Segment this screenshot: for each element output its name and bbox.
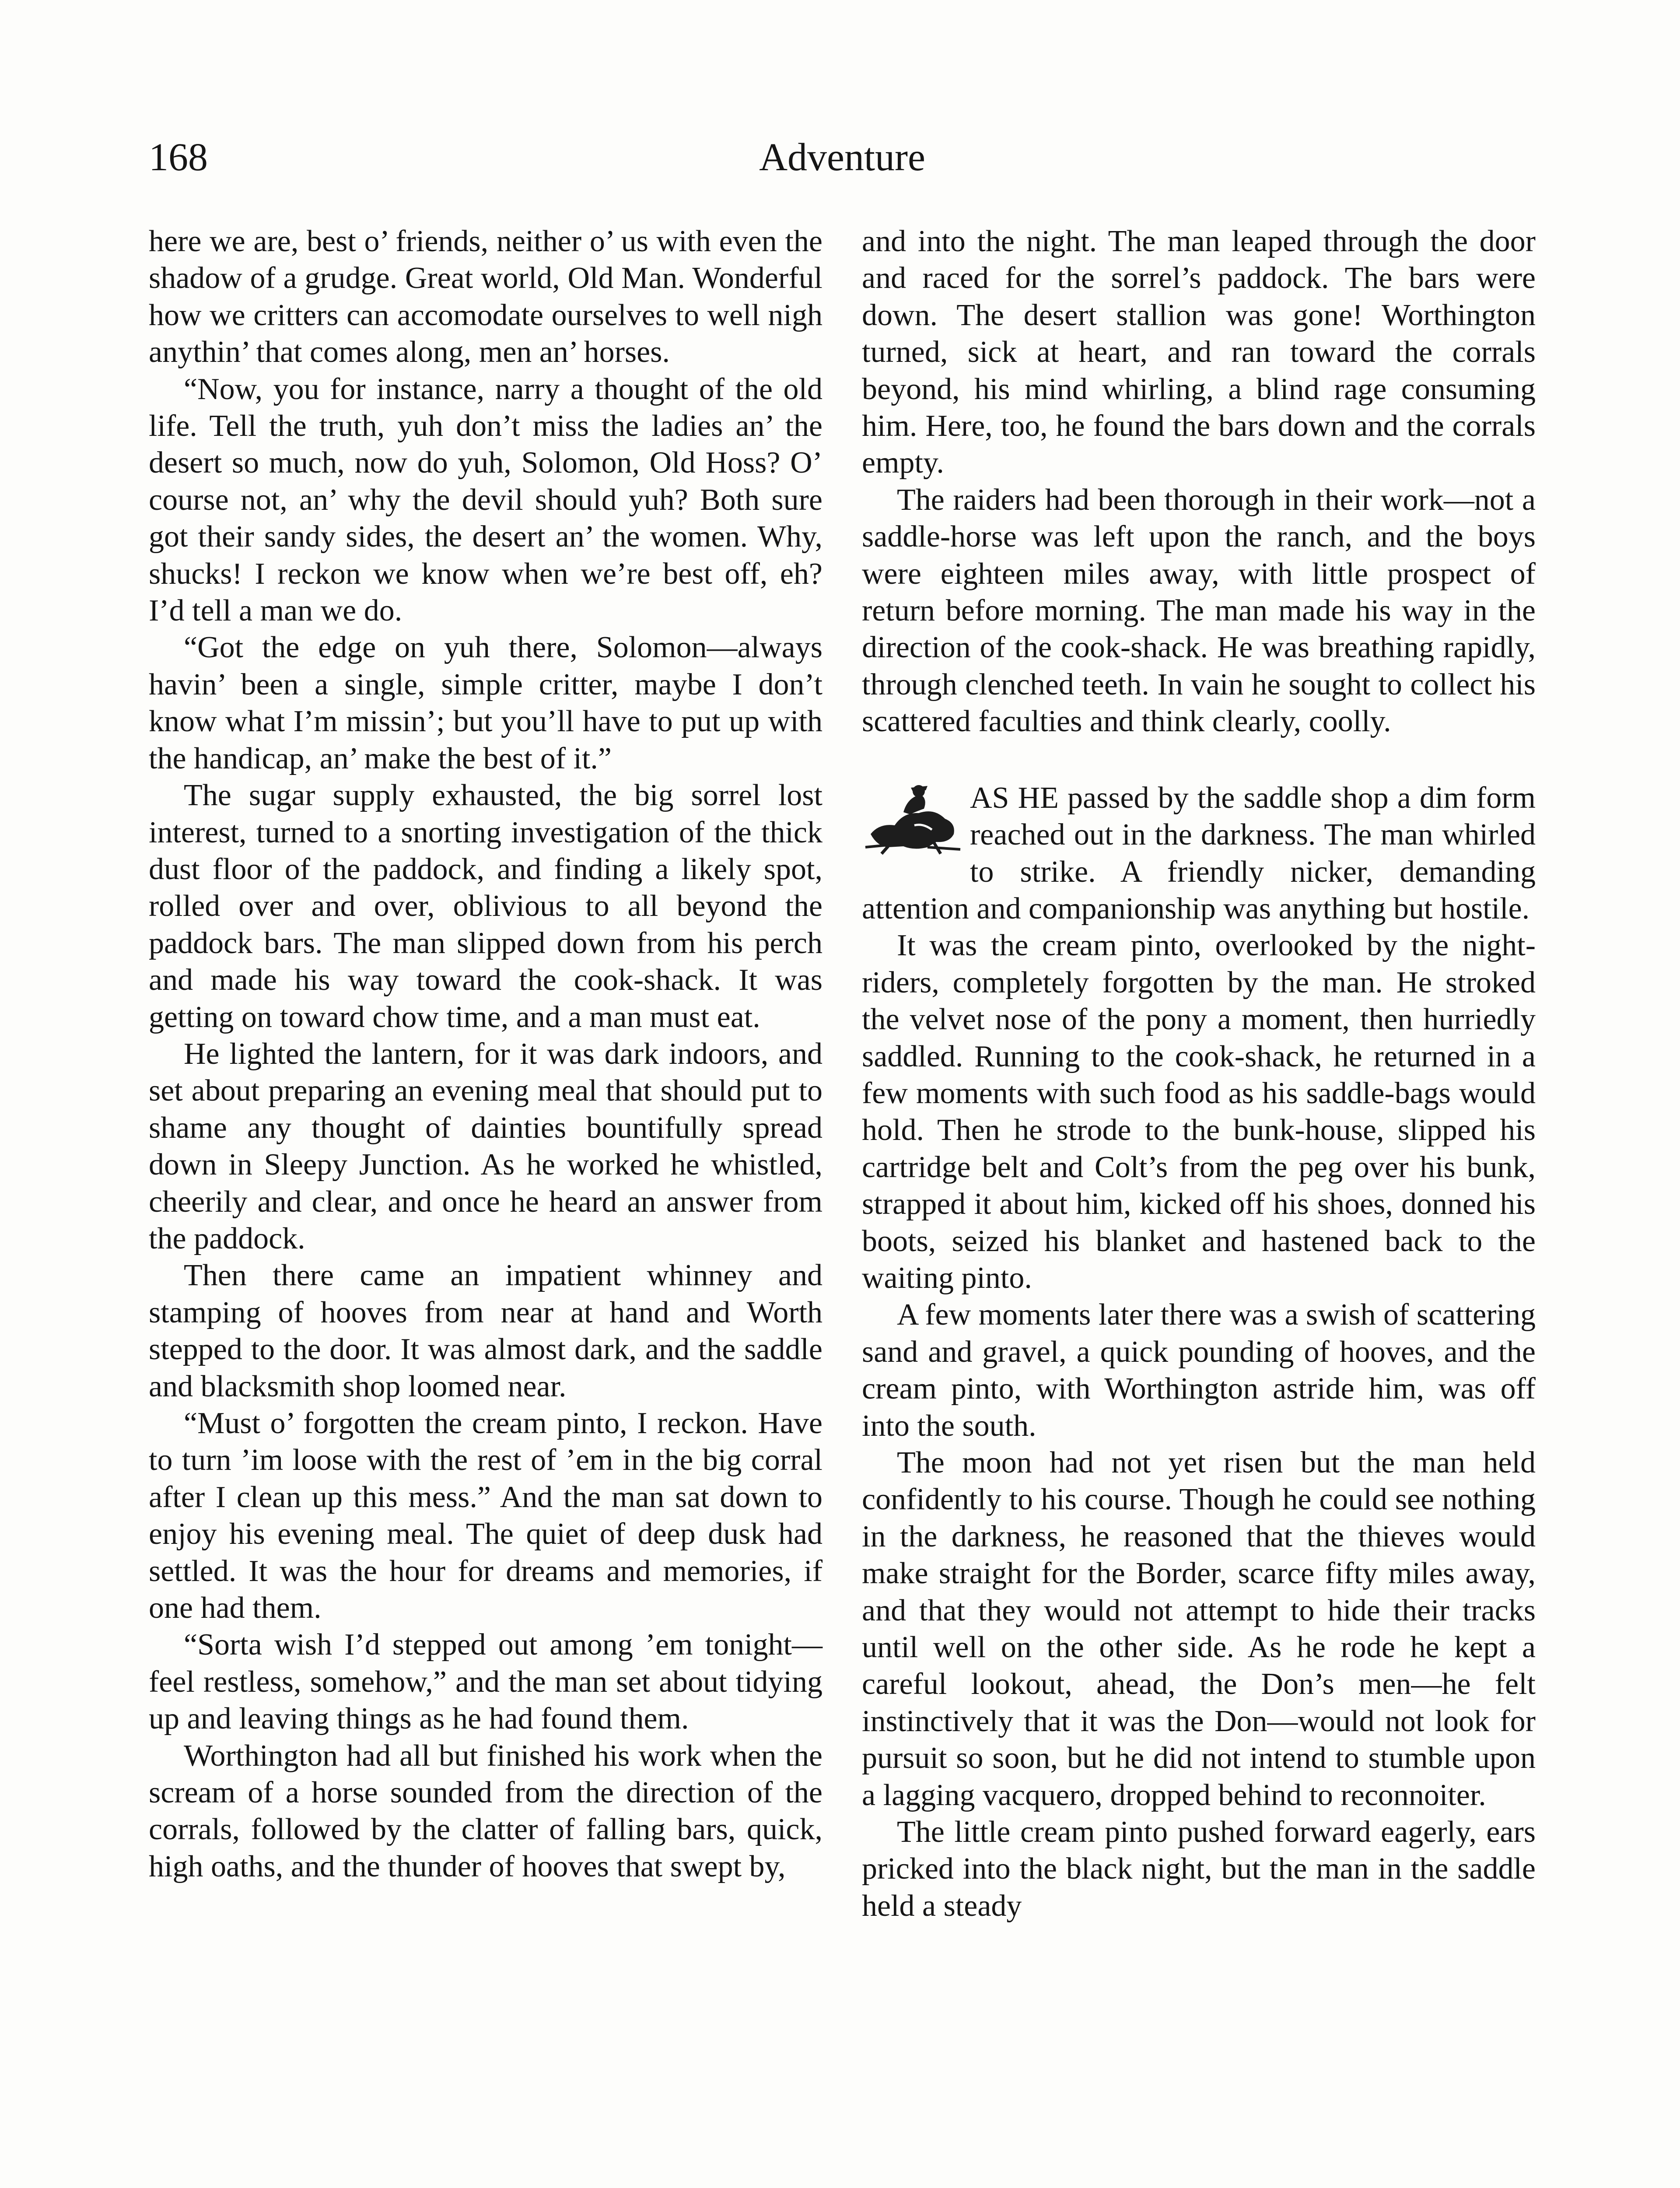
right-column	[862, 223, 1536, 1925]
paragraph: here we are, best o’ friends, neither o’ us with even the shadow of a grudge. Great world, Old Man. Wonderful how we critters can accomodate ourselves to well nigh anythin’ that comes along, men an’ horses.	[149, 224, 822, 369]
paragraph: It was the cream pinto, overlooked by the night-riders, completely forgotten by the man. He stroked the velvet nose of the pony a moment, then hurriedly saddled. Running to the cook-shack, he returned in a few moments with such food as his saddle-bags would hold. Then he strode to the bunk-house, slipped his cartridge belt and Colt’s from the peg over his bunk, strapped it about him, kicked off his shoes, donned his boots, seized his blanket and hastened back to the waiting pinto.	[862, 929, 1536, 1295]
paragraph: The little cream pinto pushed forward eagerly, ears pricked into the black night, but the man in the saddle held a steady	[862, 1815, 1536, 1923]
paragraph: He lighted the lantern, for it was dark indoors, and set about preparing an evening meal that should put to shame any thought of dainties bountifully spread down in Sleepy Junction. As he worked he whistled, cheerily and clear, and once he heard an answer from the paddock.	[149, 1037, 822, 1255]
horse-and-rider-vignette-icon	[862, 782, 965, 856]
section-opening: AS HE passed by the saddle shop a dim form reached out in the darkness. The man whirled to strike. A friendly nicker, demanding attention and companionship was anything but hostile.	[862, 781, 1536, 926]
paragraph: The raiders had been thorough in their work—not a saddle-horse was left upon the ranch, and the boys were eighteen miles away, with little prospect of return before morning. The man made his way in the direction of the cook-shack. He was breathing rapidly, through clenched teeth. In vain he sought to collect his scattered faculties and think clearly, coolly.	[862, 483, 1536, 739]
paragraph: A few moments later there was a swish of scattering sand and gravel, a quick pounding of hooves, and the cream pinto, with Worthington astride him, was off into the south.	[862, 1298, 1536, 1443]
paragraph: “Got the edge on yuh there, Solomon—always havin’ been a single, simple critter, maybe I don’t know what I’m missin’; but you’ll have to put up with the handicap, an’ make the best of it.”	[149, 631, 822, 775]
paragraph: Worthington had all but finished his work when the scream of a horse sounded from the direction of the corrals, followed by the clatter of falling bars, quick, high oaths, and the thunder of hooves that swept by,	[149, 1739, 822, 1883]
paragraph: and into the night. The man leaped through the door and raced for the sorrel’s paddock. The bars were down. The desert stallion was gone! Worthington turned, sick at heart, and ran toward the corrals beyond, his mind whirling, a blind rage consuming him. Here, too, he found the bars down and the corrals empty.	[862, 224, 1536, 480]
page-header	[149, 131, 1536, 184]
paragraph: Then there came an impatient whinney and stamping of hooves from near at hand and Worth stepped to the door. It was almost dark, and the saddle and blacksmith shop loomed near.	[149, 1259, 822, 1403]
paragraph: “Sorta wish I’d stepped out among ’em tonight—feel restless, somehow,” and the man set about tidying up and leaving things as he had found them.	[149, 1628, 822, 1736]
paragraph: “Now, you for instance, narry a thought of the old life. Tell the truth, yuh don’t miss the ladies an’ the desert so much, now do yuh, Solomon, Old Hoss? O’ course not, an’ why the devil should yuh? Both sure got their sandy sides, the desert an’ the women. Why, shucks! I reckon we know when we’re best off, eh? I’d tell a man we do.	[149, 372, 822, 628]
running-title: Adventure	[759, 136, 925, 179]
paragraph: “Must o’ forgotten the cream pinto, I reckon. Have to turn ’im loose with the rest of ’em in the big corral after I clean up this mess.” And the man sat down to enjoy his evening meal. The quiet of deep dusk had settled. It was the hour for dreams and memories, if one had them.	[149, 1406, 822, 1625]
paragraph: The sugar supply exhausted, the big sorrel lost interest, turned to a snorting investigation of the thick dust floor of the paddock, and finding a likely spot, rolled over and over, oblivious to all beyond the paddock bars. The man slipped down from his perch and made his way toward the cook-shack. It was getting on toward chow time, and a man must eat.	[149, 778, 822, 1034]
paragraph: The moon had not yet risen but the man held confidently to his course. Though he could see nothing in the darkness, he reasoned that the thieves would make straight for the Border, scarce fifty miles away, and that they would not attempt to hide their tracks until well on the other side. As he rode he kept a careful lookout, ahead, the Don’s men—he felt instinctively that it was the Don—would not look for pursuit so soon, but he did not intend to stumble upon a lagging vacquero, dropped behind to reconnoiter.	[862, 1446, 1536, 1812]
page-number: 168	[149, 136, 208, 179]
section-break	[862, 780, 1536, 928]
left-column	[149, 223, 822, 1885]
